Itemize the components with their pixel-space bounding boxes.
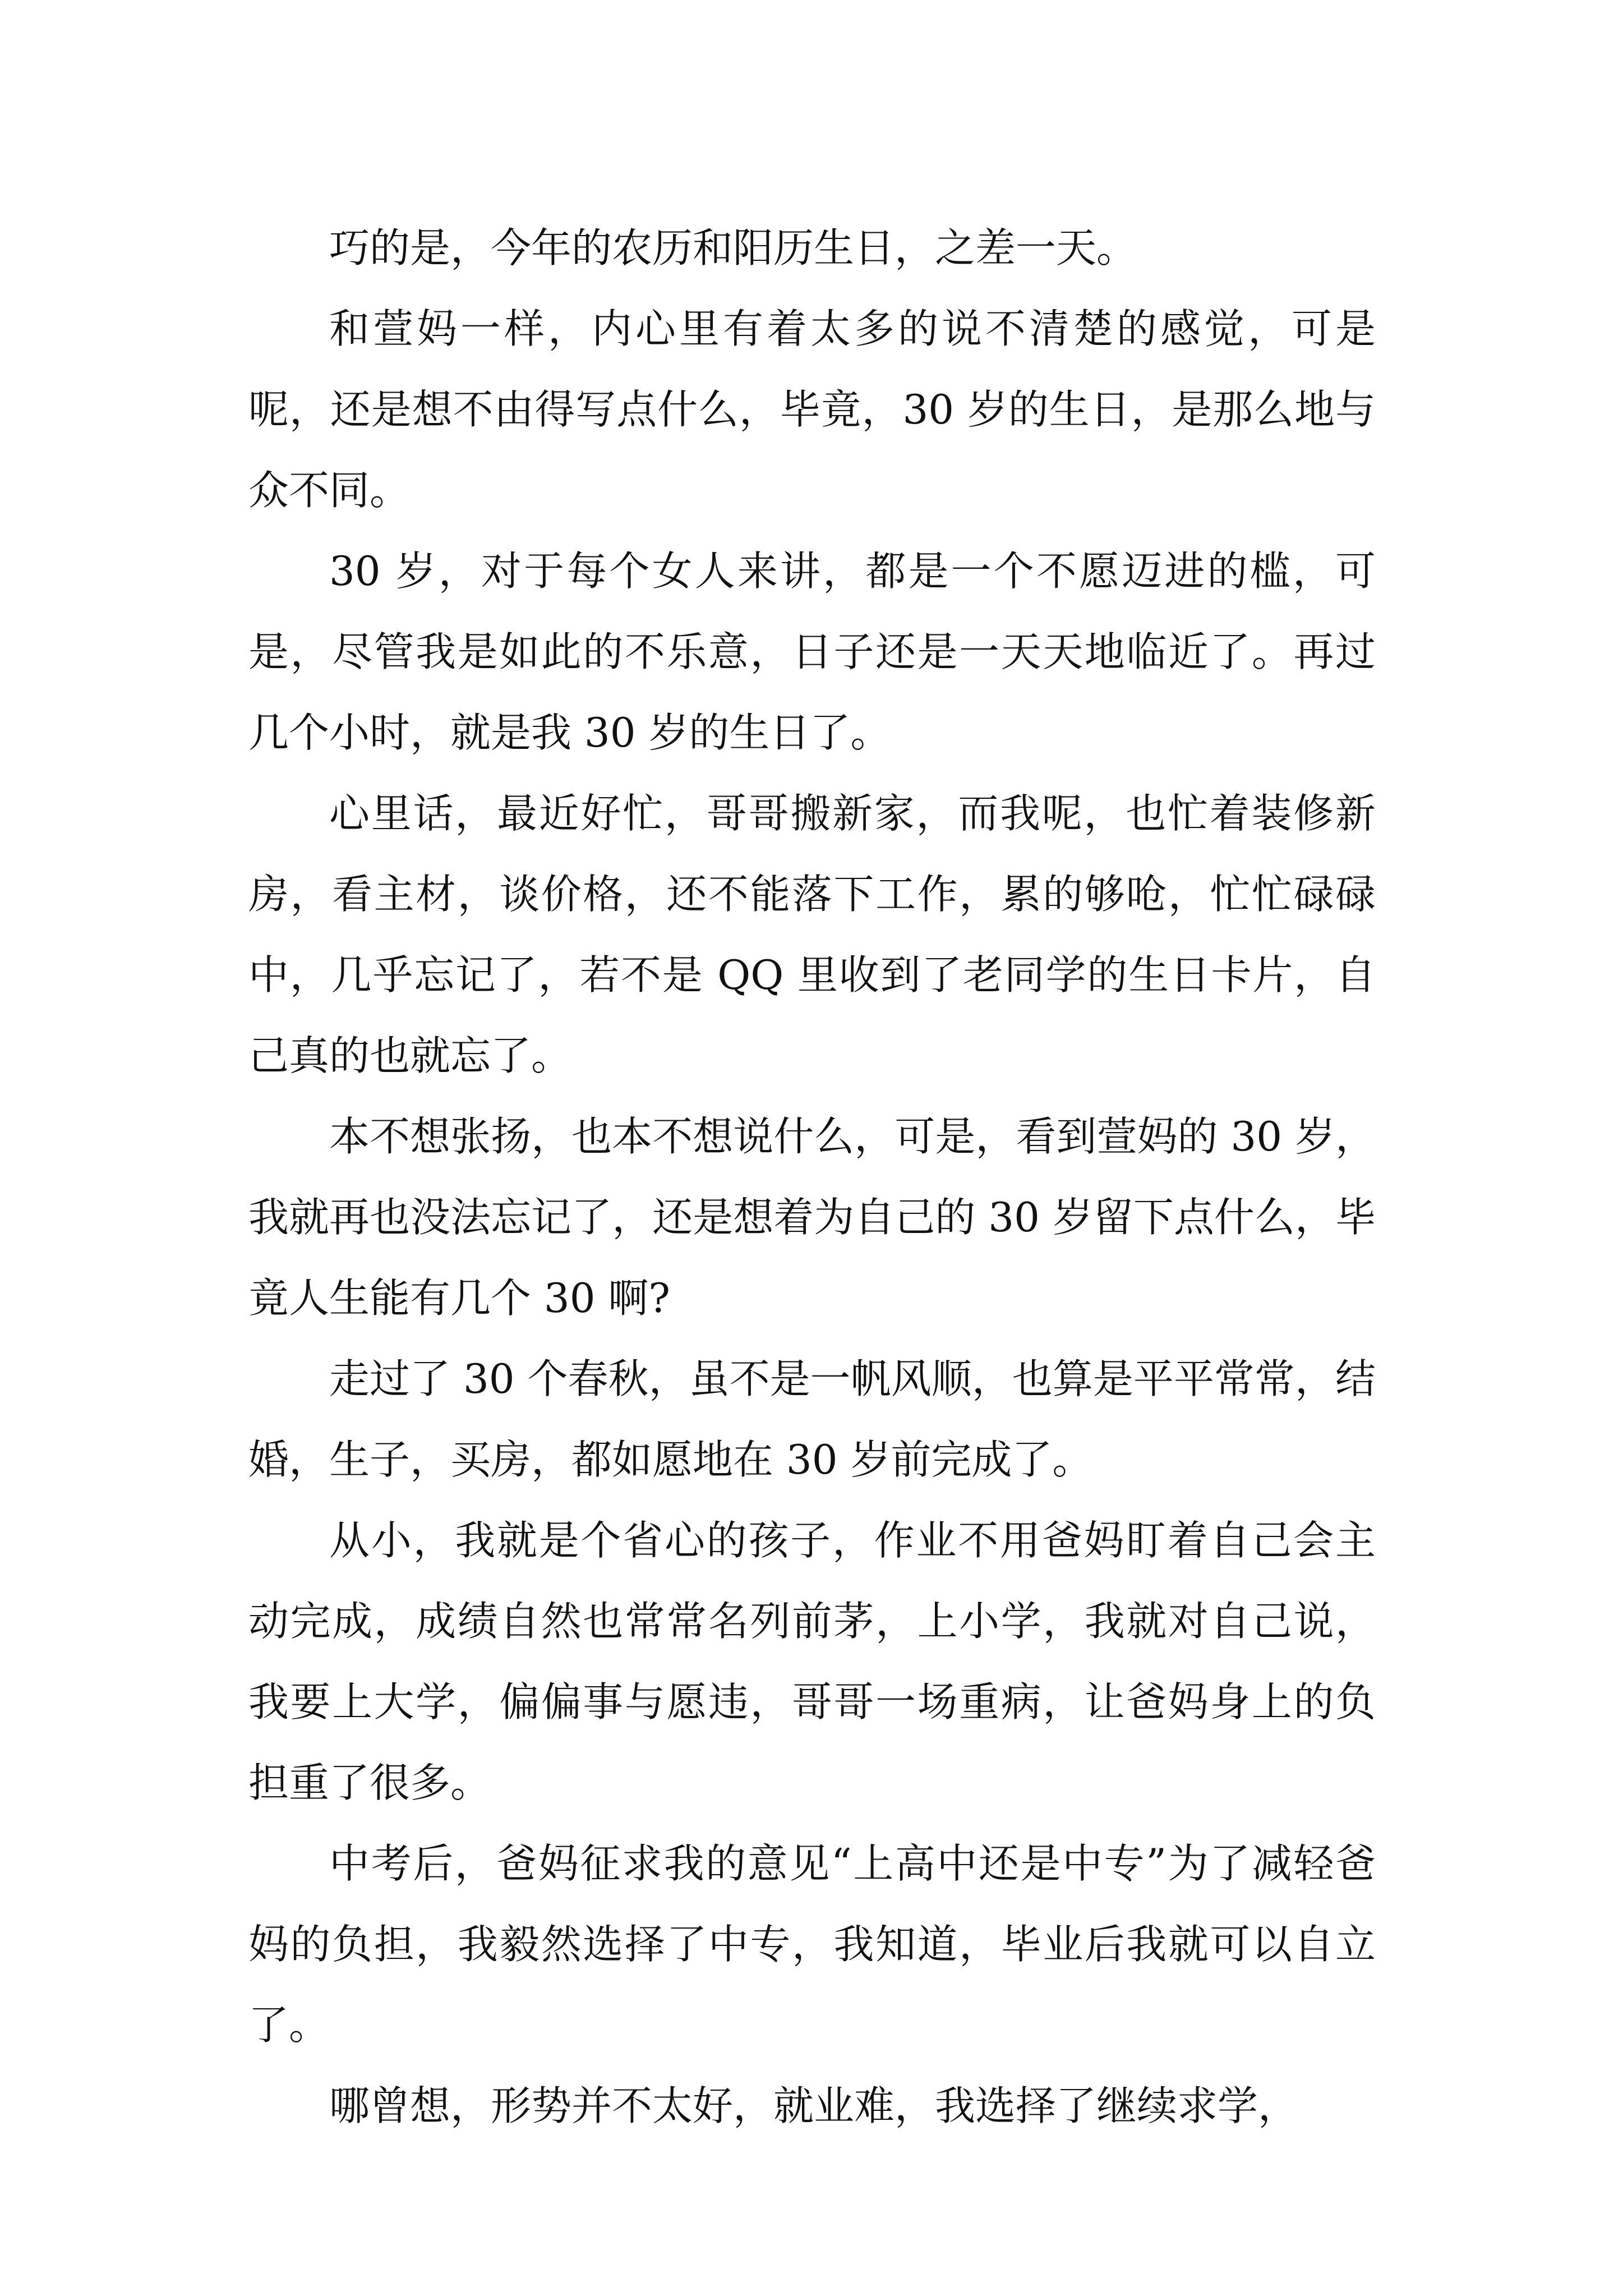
paragraph: 中考后，爸妈征求我的意见“上高中还是中专”为了减轻爸妈的负担，我毅然选择了中专，我知道，毕业后我就可以自立了。 — [248, 1840, 1376, 2049]
paragraph: 和萱妈一样，内心里有着太多的说不清楚的感觉，可是呢，还是想不由得写点什么，毕竟，30 岁的生日，是那么地与众不同。 — [248, 305, 1376, 514]
paragraph: 本不想张扬，也本不想说什么，可是，看到萱妈的 30 岁，我就再也没法忘记了，还是想着为自己的 30 岁留下点什么，毕竟人生能有几个 30 啊? — [248, 1113, 1376, 1322]
paragraph: 走过了 30 个春秋，虽不是一帆风顺，也算是平平常常，结婚，生子，买房，都如愿地在 30 岁前完成了。 — [248, 1355, 1376, 1483]
paragraph: 哪曾想，形势并不太好，就业难，我选择了继续求学， — [329, 2082, 1299, 2129]
paragraph: 从小，我就是个省心的孩子，作业不用爸妈盯着自己会主动完成，成绩自然也常常名列前茅，上小学，我就对自己说，我要上大学，偏偏事与愿违，哥哥一场重病，让爸妈身上的负担重了很多。 — [248, 1517, 1376, 1806]
paragraph: 30 岁，对于每个女人来讲，都是一个不愿迈进的槛，可是，尽管我是如此的不乐意，日子还是一天天地临近了。再过几个小时，就是我 30 岁的生日了。 — [248, 547, 1376, 756]
paragraph: 心里话，最近好忙，哥哥搬新家，而我呢，也忙着装修新房，看主材，谈价格，还不能落下工作，累的够呛，忙忙碌碌中，几乎忘记了，若不是 QQ 里收到了老同学的生日卡片，自己真的也就忘了。 — [248, 790, 1376, 1079]
paragraph: 巧的是，今年的农历和阳历生日，之差一天。 — [329, 224, 1137, 272]
document-body — [248, 208, 1376, 2146]
